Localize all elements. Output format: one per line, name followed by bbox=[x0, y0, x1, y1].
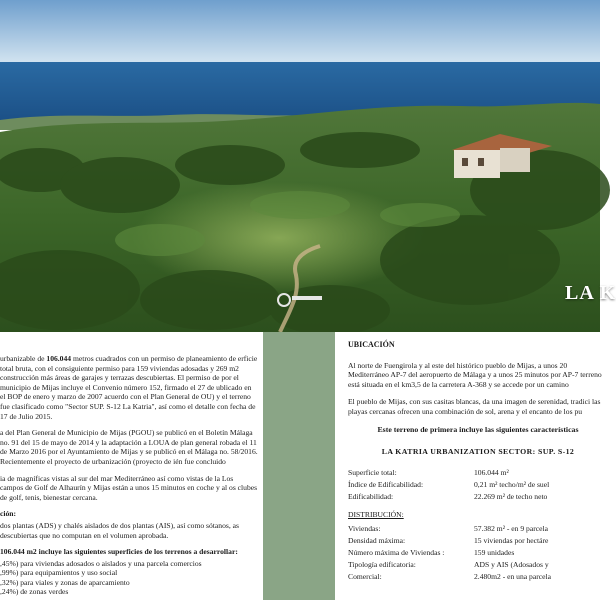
page-gutter bbox=[263, 332, 335, 600]
left-page bbox=[0, 332, 263, 600]
left-section-text: dos plantas (ADS) y chalés aislados de dos plantas (AIS), así como sótanos, as descubiertas que no computan en el volumen aprobada. bbox=[0, 520, 239, 540]
list-item: ,45%) para viviendas adosados o aislados y una parcela comercios bbox=[0, 558, 202, 568]
spec-row: Índice de Edificabilidad: 0,21 m² techo/m² de suel bbox=[348, 479, 550, 489]
left-paragraph-3: ia de magníficas vistas al sur del mar Mediterráneo así como vistas de la Los campos de Golf de Alhaurín y Mijas están a unos 15 minutos en coche y al os clubes de golf, tenis, bienestar cercana. bbox=[0, 473, 258, 502]
spec-row: Superficie total: 106.044 m² bbox=[348, 467, 509, 477]
right-paragraph-1: Al norte de Fuengirola y al este del histórico pueblo de Mijas, a unos 20 Mediterráneo AP-7 del aeropuerto de Málaga y a unos 25 minutos por AP-7 terreno está situada en el km3,5 de la carretera A-368 y se accede por un camino bbox=[348, 360, 602, 389]
list-item: ,24%) de zonas verdes bbox=[0, 587, 69, 597]
urbanization-title: LA KATRIA URBANIZATION SECTOR: SUP. S-12 bbox=[381, 447, 575, 457]
left-section-header: ción: bbox=[0, 509, 17, 519]
distribution-header: DISTRIBUCIÓN: bbox=[348, 509, 404, 519]
location-title: UBICACIÓN bbox=[348, 340, 395, 349]
left-paragraph-1: urbanizable de 106.044 metros cuadrados con un permiso de planeamiento de erficie total bruta, con el consiguiente permiso para 159 viviendas adosadas y 269 m2 construcción más áreas de garajes y terrazas descubiertas. El permiso de por el municipio de Mijas incluye el Convenio número 152, firmado el 27 de ublicado en el BOP de enero y marzo de 2007 acuerdo con el Plan General de OU) y el terreno fue clasificado como "Sector SUP. S-12 La Katria", así como el detalle con fecha de 17 de Julio 2015. bbox=[0, 354, 258, 421]
list-item: ,32%) para viales y zonas de aparcamiento bbox=[0, 577, 130, 587]
areas-list bbox=[0, 559, 258, 597]
distribution-row: Número máxima de Viviendas : 159 unidades bbox=[348, 547, 515, 557]
distribution-row: Tipología edificatoria: ADS y AIS (Adosados y bbox=[348, 559, 549, 569]
highlight-line: Este terreno de primera incluye las siguientes características bbox=[377, 424, 579, 434]
distribution-row: Comercial: 2.480m2 - en una parcela bbox=[348, 571, 551, 581]
left-paragraph-2: a del Plan General de Municipio de Mijas (PGOU) se publicó en el Boletín Málaga no. 91 del 15 de mayo de 2014 y la adaptación a LOUA de plan general robada el 11 de Marzo 2016 por el Ayuntamiento de Mijas y se publicó en el Málaga no. 58/2016. Recientemente el proyecto de urbanización (proyecto de ién fue concluido bbox=[0, 428, 258, 466]
hero-title: LA K bbox=[565, 282, 616, 304]
distribution-row: Viviendas: 57.382 m² - en 9 parcela bbox=[348, 523, 548, 533]
spec-row: Edificabilidad: 22.269 m² de techo neto bbox=[348, 491, 548, 501]
right-page bbox=[335, 332, 600, 600]
distribution-row: Densidad máxima: 15 viviendas por hectáre bbox=[348, 535, 549, 545]
areas-intro: 106.044 m2 incluye las siguientes superficies de los terrenos a desarrollar: bbox=[0, 547, 238, 557]
right-paragraph-2: El pueblo de Mijas, con sus casitas blancas, da una imagen de serenidad, tradici las playas cercanas ofrecen una combinación de sol, arena y el encanto de los pu bbox=[348, 397, 601, 416]
list-item: ,99%) para equipamientos y uso social bbox=[0, 568, 118, 578]
